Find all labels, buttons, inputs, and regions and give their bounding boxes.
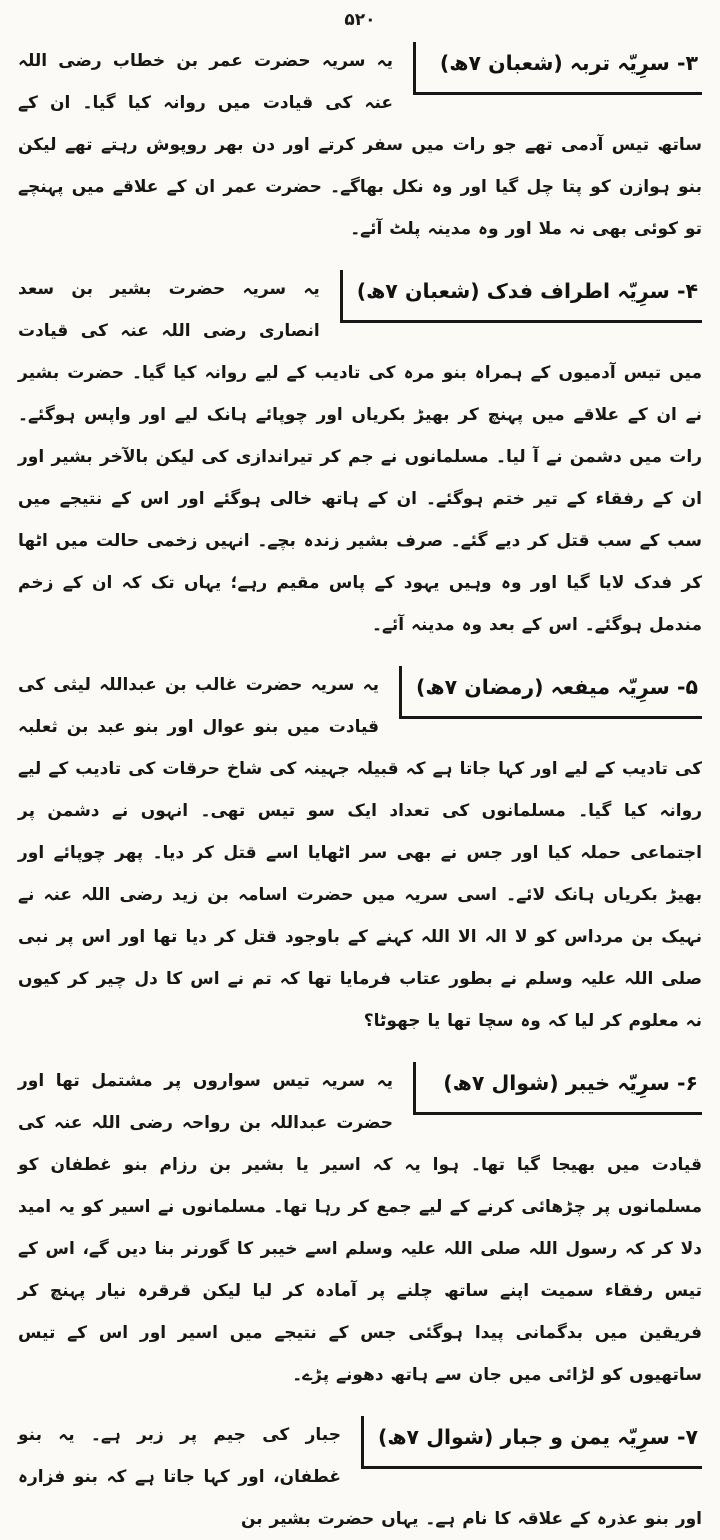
section-sariyya-4 bbox=[18, 268, 702, 646]
section-heading-3 bbox=[413, 42, 702, 95]
section-heading-6 bbox=[413, 1062, 702, 1115]
section-body-4: یہ سریہ حضرت بشیر بن سعد انصاری رضی اللہ عنہ کی قیادت میں تیس آدمیوں کے ہمراہ بنو مرہ کی تادیب کے لیے روانہ کیا گیا۔ حضرت بشیر نے ان کے علاقے میں پہنچ کر بھیڑ بکریاں اور چوپائے ہانک لیے اور واپس ہوگئے۔ رات میں دشمن نے آ لیا۔ مسلمانوں نے جم کر تیراندازی کی لیکن بالآخر بشیر اور ان کے رفقاء کے تیر ختم ہوگئے۔ ان کے ہاتھ خالی ہوگئے اور اس کے نتیجے میں سب کے سب قتل کر دیے گئے۔ صرف بشیر زندہ بچے۔ انہیں زخمی حالت میں اٹھا کر فدک لایا گیا اور وہ وہیں یہود کے پاس مقیم رہے؛ یہاں تک کہ ان کے زخم مندمل ہوگئے۔ اس کے بعد وہ مدینہ آئے۔ bbox=[18, 279, 702, 635]
section-body-7: جبار کی جیم پر زبر ہے۔ یہ بنو غطفان، اور کہا جاتا ہے کہ بنو فزارہ اور بنو عذرہ کے علاقہ کا نام ہے۔ یہاں حضرت بشیر بن bbox=[18, 1425, 702, 1529]
section-sariyya-6 bbox=[18, 1060, 702, 1396]
heading-text: ۷- سرِیّہ یمن و جبار (شوال ۷ھ) bbox=[377, 1425, 698, 1449]
heading-text: ۵- سرِیّہ میفعہ (رمضان ۷ھ) bbox=[416, 675, 698, 699]
page-number: ۵۲۰ bbox=[344, 10, 376, 30]
section-body-6: یہ سریہ تیس سواروں پر مشتمل تھا اور حضرت عبداللہ بن رواحہ رضی اللہ عنہ کی قیادت میں بھیجا گیا تھا۔ ہوا یہ کہ اسیر یا بشیر بن رزام بنو غطفان کو مسلمانوں پر چڑھائی کرنے کے لیے جمع کر رہا تھا۔ مسلمانوں نے اسیر کو یہ امید دلا کر کہ رسول اللہ صلی اللہ علیہ وسلم اسے خیبر کا گورنر بنا دیں گے، اس کے تیس رفقاء سمیت اپنے ساتھ چلنے پر آمادہ کر لیا لیکن قرقرہ نیار پہنچ کر فریقین میں بدگمانی پیدا ہوگئی جس کے نتیجے میں اسیر اور اس کے تیس ساتھیوں کو لڑائی میں جان سے ہاتھ دھونے پڑے۔ bbox=[18, 1071, 702, 1385]
section-body-5: یہ سریہ حضرت غالب بن عبداللہ لیثی کی قیادت میں بنو عوال اور بنو عبد بن ثعلبہ کی تادیب کے لیے اور کہا جاتا ہے کہ قبیلہ جہینہ کی شاخ حرقات کی تادیب کے لیے روانہ کیا گیا۔ مسلمانوں کی تعداد ایک سو تیس تھی۔ انہوں نے دشمن پر اجتماعی حملہ کیا اور جس نے بھی سر اٹھایا اسے قتل کر دیا۔ پھر چوپائے اور بھیڑ بکریاں ہانک لائے۔ اسی سریہ میں حضرت اسامہ بن زید رضی اللہ عنہ نے نہیک بن مرداس کو لا الہ الا اللہ کہنے کے باوجود قتل کر دیا تھا اور اس پر نبی صلی اللہ علیہ وسلم نے بطور عتاب فرمایا تھا کہ تم نے اس کا دل چیر کر کیوں نہ معلوم کر لیا کہ وہ سچا تھا یا جھوٹا؟ bbox=[18, 675, 702, 1031]
section-body-3: یہ سریہ حضرت عمر بن خطاب رضی اللہ عنہ کی قیادت میں روانہ کیا گیا۔ ان کے ساتھ تیس آدمی تھے جو رات میں سفر کرتے اور دن بھر روپوش رہتے تھے لیکن بنو ہوازن کو پتا چل گیا اور وہ نکل بھاگے۔ حضرت عمر ان کے علاقے میں پہنچے تو کوئی بھی نہ ملا اور وہ مدینہ پلٹ آئے۔ bbox=[18, 51, 702, 239]
section-sariyya-7 bbox=[18, 1414, 702, 1540]
heading-text: ۴- سرِیّہ اطراف فدک (شعبان ۷ھ) bbox=[356, 279, 698, 303]
section-heading-4 bbox=[340, 270, 702, 323]
section-sariyya-3 bbox=[18, 40, 702, 250]
heading-text: ۳- سرِیّہ تربہ (شعبان ۷ھ) bbox=[439, 51, 698, 75]
section-sariyya-5 bbox=[18, 664, 702, 1042]
section-heading-7 bbox=[361, 1416, 702, 1469]
heading-text: ۶- سرِیّہ خیبر (شوال ۷ھ) bbox=[443, 1071, 698, 1095]
section-heading-5 bbox=[399, 666, 702, 719]
